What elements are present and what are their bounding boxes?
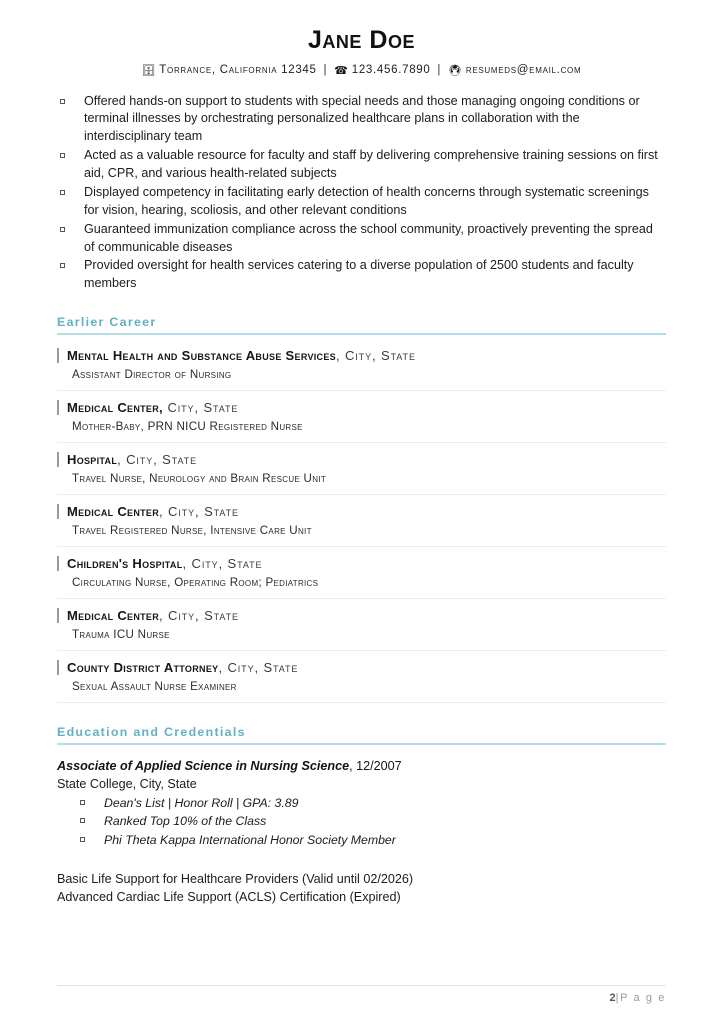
contact-separator-1: | — [323, 63, 328, 76]
section-title-education: Education and Credentials — [57, 724, 246, 739]
list-item: Guaranteed immunization compliance across the school community, proactively preventing the spread of communicable diseases — [57, 221, 666, 257]
job-entry — [57, 339, 666, 391]
job-company-name: Children's Hospital — [67, 555, 183, 571]
job-role: Circulating Nurse, Operating Room; Pediatrics — [72, 575, 319, 589]
contact-email: resumeds@email.com — [465, 63, 582, 76]
page-footer — [57, 985, 666, 1004]
education-honors-list — [57, 794, 666, 849]
section-title-earlier-career: Earlier Career — [57, 315, 157, 330]
job-entry — [57, 495, 666, 547]
list-item: Acted as a valuable resource for faculty and staff by delivering comprehensive training sessions on first aid, CPR, and various health-related subjects — [57, 147, 666, 183]
certifications-block — [57, 870, 666, 907]
education-degree-line — [57, 757, 666, 775]
job-company-line — [67, 556, 666, 573]
job-accent-bar — [57, 400, 59, 415]
job-accent-bar — [57, 608, 59, 623]
monitor-email-icon: 🖲 — [447, 64, 462, 77]
section-rule-earlier-career — [57, 333, 666, 335]
job-role: Travel Registered Nurse, Intensive Care Unit — [72, 523, 312, 537]
job-role: Sexual Assault Nurse Examiner — [72, 679, 237, 693]
job-entry — [57, 547, 666, 599]
education-degree-date: , 12/2007 — [349, 758, 402, 773]
job-accent-bar — [57, 556, 59, 571]
list-item: Dean's List | Honor Roll | GPA: 3.89 — [57, 794, 666, 812]
job-location: , City, State — [335, 348, 416, 364]
job-company-name: County District Attorney — [67, 659, 219, 675]
job-entry — [57, 651, 666, 703]
job-entry — [57, 391, 666, 443]
job-accent-bar — [57, 348, 59, 363]
list-item: Phi Theta Kappa International Honor Society Member — [57, 831, 666, 849]
candidate-name: Jane Doe — [308, 26, 415, 54]
footer-page-label: P a g e — [620, 992, 666, 1004]
job-accent-bar — [57, 452, 59, 467]
education-degree: Associate of Applied Science in Nursing Science — [57, 758, 350, 773]
section-rule-education — [57, 743, 666, 745]
job-entry — [57, 599, 666, 651]
summary-bullet-list — [57, 93, 666, 294]
job-company-name: Medical Center — [67, 607, 160, 623]
job-role: Mother-Baby, PRN NICU Registered Nurse — [72, 419, 303, 433]
job-company-line — [67, 348, 666, 365]
list-item: Ranked Top 10% of the Class — [57, 812, 666, 830]
contact-line — [57, 64, 666, 77]
certification-item: Advanced Cardiac Life Support (ACLS) Certification (Expired) — [57, 890, 401, 905]
job-location: , City, State — [182, 555, 263, 571]
job-company-line — [67, 504, 666, 521]
job-role: Assistant Director of Nursing — [72, 368, 232, 382]
job-location: , City, State — [159, 607, 239, 623]
telephone-icon: ☎ — [334, 64, 348, 77]
list-item: Offered hands-on support to students with special needs and those managing ongoing conditions or terminal illnesses by orchestrating personalized healthcare plans in collaboration with the interdisciplinary team — [57, 93, 666, 147]
job-company-name: Medical Center, — [67, 400, 163, 416]
footer-page-indicator — [57, 986, 666, 1004]
footer-page-divider: | — [615, 992, 621, 1004]
job-company-line — [67, 452, 666, 469]
job-company-line — [67, 400, 666, 417]
list-item: Provided oversight for health services catering to a diverse population of 2500 students and faculty members — [57, 257, 666, 293]
certification-item: Basic Life Support for Healthcare Providers (Valid until 02/2026) — [57, 871, 414, 886]
job-entry — [57, 443, 666, 495]
contact-separator-2: | — [437, 63, 442, 76]
job-accent-bar — [57, 504, 59, 519]
job-company-name: Medical Center — [67, 503, 160, 519]
job-company-line — [67, 608, 666, 625]
list-item: Displayed competency in facilitating early detection of health concerns through systematic screenings for vision, hearing, scoliosis, and other relevant conditions — [57, 184, 666, 220]
job-accent-bar — [57, 660, 59, 675]
education-block — [57, 757, 666, 907]
job-location: City, State — [162, 400, 239, 416]
contact-phone: 123.456.7890 — [351, 63, 431, 76]
contact-location: Torrance, California 12345 — [159, 63, 317, 76]
earlier-career-list — [57, 339, 666, 703]
education-school: State College, City, State — [57, 777, 197, 792]
resume-header — [57, 27, 666, 77]
job-role: Travel Nurse, Neurology and Brain Rescue Unit — [72, 471, 327, 485]
footer-page-number: 2 — [609, 992, 616, 1004]
job-location: , City, State — [218, 659, 299, 675]
job-company-name: Hospital — [67, 452, 118, 468]
job-company-name: Mental Health and Substance Abuse Services — [67, 348, 336, 364]
address-card-icon: 🗄 — [141, 64, 156, 77]
job-company-line — [67, 660, 666, 677]
job-location: , City, State — [117, 452, 197, 468]
job-location: , City, State — [159, 503, 239, 519]
job-role: Trauma ICU Nurse — [72, 627, 170, 641]
